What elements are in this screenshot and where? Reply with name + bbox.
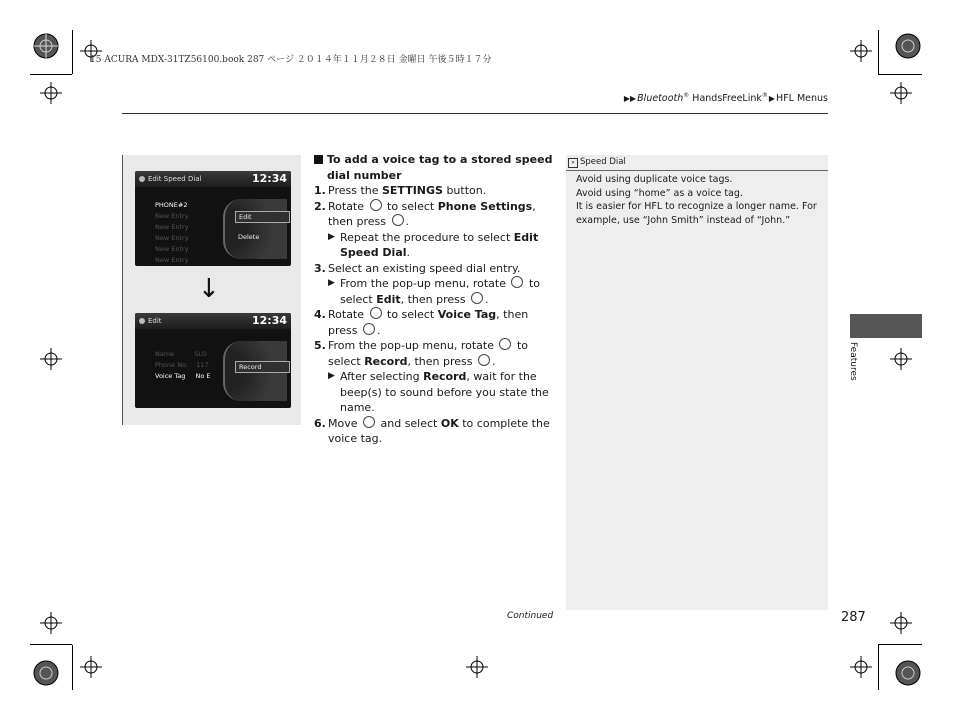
list-item: New Entry <box>155 223 189 231</box>
sidebar-body <box>576 173 821 227</box>
sidebar-line: It is easier for HFL to recognize a longer name. For example, use “John Smith” instead of “John.” <box>576 201 817 226</box>
step-3-note: ▶ From the pop-up menu, rotate to select Edit, then press . <box>328 277 541 306</box>
crosshair-icon <box>850 656 872 678</box>
crosshair-icon <box>40 348 62 370</box>
instructions <box>314 152 556 447</box>
crosshair-icon <box>40 82 62 104</box>
breadcrumb-part-2: HandsFreeLink <box>689 93 762 105</box>
popup-item-edit: Edit <box>235 211 290 223</box>
crosshair-icon <box>890 612 912 634</box>
page-number: 287 <box>841 610 866 625</box>
interface-dial-icon <box>370 307 382 319</box>
section-tab <box>850 314 922 338</box>
step-1: 1. Press the SETTINGS button. <box>314 184 487 197</box>
crosshair-icon <box>466 656 488 678</box>
header-rule <box>122 113 828 114</box>
press-icon <box>471 292 483 304</box>
procedure-heading: To add a voice tag to a stored speed dial number <box>314 152 556 183</box>
screen-clock: 12:34 <box>251 314 287 327</box>
crop-mark <box>72 645 73 690</box>
crop-mark <box>878 645 879 690</box>
move-icon <box>363 416 375 428</box>
section-tab-label: Features <box>848 342 858 381</box>
speed-dial-list <box>139 189 225 266</box>
arrow-down-icon: ↓ <box>198 274 220 304</box>
crop-mark <box>30 74 72 75</box>
step-3: 3. Select an existing speed dial entry. <box>314 261 521 275</box>
sidebar-line: Avoid using “home” as a voice tag. <box>576 187 743 199</box>
continued-label: Continued <box>507 611 554 621</box>
screen-edit-speed-dial <box>135 171 291 266</box>
list-item: Name SLO <box>155 350 207 358</box>
interface-dial-icon <box>499 338 511 350</box>
triangle-right-icon: ▶ <box>328 278 335 288</box>
registration-target-icon <box>895 33 921 59</box>
sidebar-line: Avoid using duplicate voice tags. <box>576 174 733 185</box>
triangle-right-icon: ▶▶ <box>623 94 637 104</box>
registration-target-icon <box>33 33 59 59</box>
crosshair-icon <box>850 40 872 62</box>
popup-item-record: Record <box>235 361 290 373</box>
press-icon <box>392 214 404 226</box>
crosshair-icon <box>890 348 912 370</box>
breadcrumb-part-3: HFL Menus <box>776 93 828 105</box>
step-5-note: ▶ After selecting Record, wait for the beep(s) to sound before you state the name. <box>328 370 549 414</box>
list-item <box>139 189 225 200</box>
back-icon <box>139 176 145 182</box>
crop-mark <box>72 30 73 74</box>
list-item: PHONE#2 <box>155 201 188 209</box>
list-item: New Entry <box>155 256 189 264</box>
sidebar-note <box>566 155 828 610</box>
popup-menu <box>223 199 287 259</box>
crop-mark <box>878 74 922 75</box>
press-icon <box>363 323 375 335</box>
sidebar-title: » Speed Dial <box>566 155 828 171</box>
list-item: New Entry <box>155 234 189 242</box>
interface-dial-icon <box>370 199 382 211</box>
popup-menu <box>223 341 287 401</box>
screen-clock: 12:34 <box>251 172 287 185</box>
list-item: Voice Tag No E <box>155 372 211 380</box>
list-item: New Entry <box>155 212 189 220</box>
popup-item-delete: Delete <box>238 233 260 241</box>
back-icon <box>139 318 145 324</box>
registration-target-icon <box>895 660 921 686</box>
print-header: 15 ACURA MDX-31TZ56100.book 287 ページ ２０１４年１１月２８日 金曜日 午後５時１７分 <box>90 55 492 65</box>
crosshair-icon <box>80 656 102 678</box>
breadcrumb: ▶▶Bluetooth® HandsFreeLink®▶HFL Menus <box>623 92 828 105</box>
interface-dial-icon <box>511 276 523 288</box>
screen-edit <box>135 313 291 408</box>
step-4: 4. Rotate to select Voice Tag, then press . <box>314 308 529 337</box>
triangle-right-icon: ▶ <box>328 371 335 381</box>
breadcrumb-part-1: Bluetooth <box>637 93 684 105</box>
crosshair-icon <box>40 612 62 634</box>
edit-field-list <box>139 349 225 382</box>
crosshair-icon <box>890 82 912 104</box>
press-icon <box>478 354 490 366</box>
triangle-right-icon: ▶ <box>328 231 335 242</box>
screen-title-bar: Edit <box>135 313 291 329</box>
screen-title-bar: Edit Speed Dial <box>135 171 291 187</box>
step-2: 2. Rotate to select Phone Settings, then press . <box>314 199 536 228</box>
step-2-note: ▶ Repeat the procedure to select Edit Speed Dial. <box>328 230 539 259</box>
step-5: 5. From the pop-up menu, rotate to select Record, then press . <box>314 339 529 368</box>
crop-mark <box>878 644 922 645</box>
reference-mark-icon: » <box>568 158 578 168</box>
list-item: New Entry <box>155 245 189 253</box>
step-6: 6. Move and select OK to complete the voice tag. <box>314 416 550 445</box>
crop-mark <box>878 30 879 74</box>
list-item: Phone No. 117 <box>155 361 209 369</box>
square-bullet-icon <box>314 155 323 164</box>
triangle-right-icon: ▶ <box>768 94 776 104</box>
crop-mark <box>30 644 72 645</box>
registration-target-icon <box>33 660 59 686</box>
